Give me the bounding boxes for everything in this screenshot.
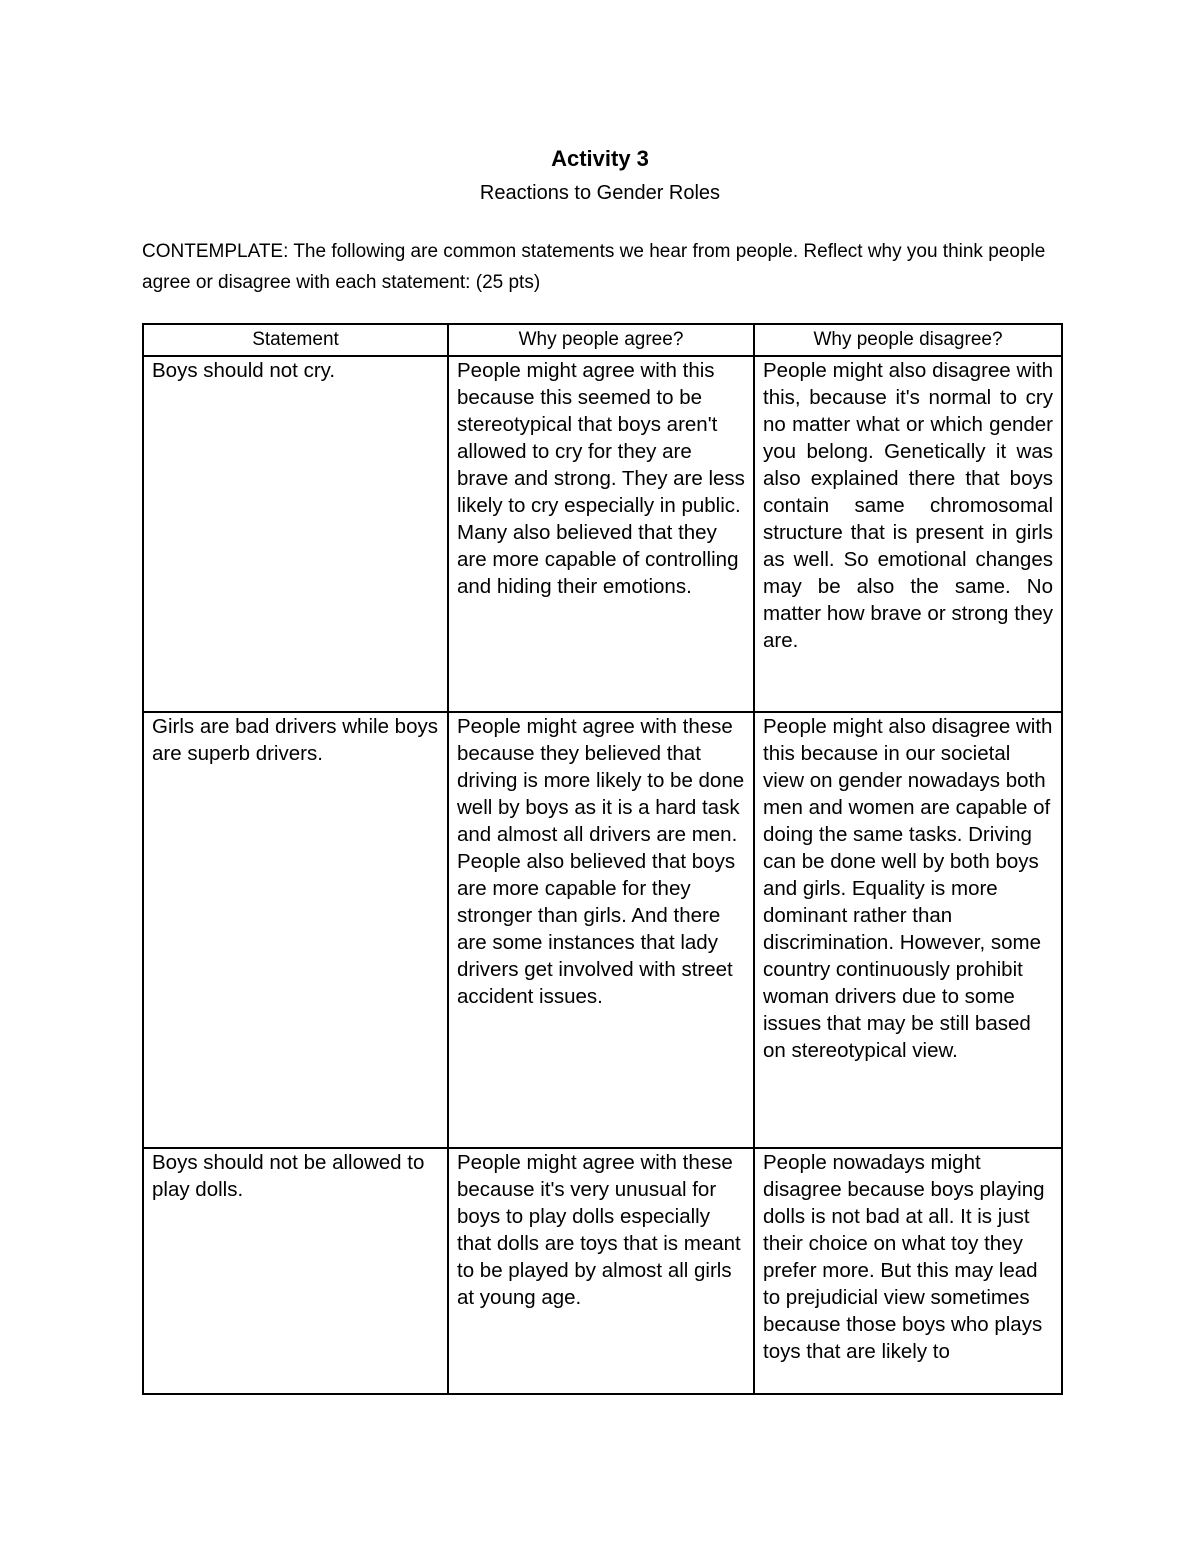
instructions: CONTEMPLATE: The following are common statements we hear from people. Reflect why you think people agree or disagree with each statement: (25 pts) — [142, 241, 1046, 293]
agree-cell: People might agree with these because they believed that driving is more likely to be done well by boys as it is a hard task and almost all drivers are men. People also believed that boys are more capable for they stronger than girls. And there are some instances that lady drivers get involved with street accident issues. — [448, 712, 754, 1148]
disagree-cell: People might also disagree with this because in our societal view on gender nowadays both men and women are capable of doing the same tasks. Driving can be done well by both boys and girls. Equality is more dominant rather than discrimination. However, some country continuously prohibit woman drivers due to some issues that may be still based on stereotypical view. — [754, 712, 1062, 1148]
disagree-cell: People nowadays might disagree because boys playing dolls is not bad at all. It is just their choice on what toy they prefer more. But this may lead to prejudicial view sometimes because those boys who plays toys that are likely to — [754, 1148, 1062, 1394]
statement-cell: Boys should not be allowed to play dolls. — [143, 1148, 448, 1394]
reactions-table — [142, 323, 1063, 1395]
table-row — [143, 356, 1062, 712]
statement-cell: Boys should not cry. — [143, 356, 448, 712]
disagree-cell: People might also disagree with this, because it's normal to cry no matter what or which gender you belong. Genetically it was also explained there that boys contain same chromosomal structure that is present in girls as well. So emotional changes may be also the same. No matter how brave or strong they are. — [754, 356, 1062, 712]
header-statement: Statement — [143, 324, 448, 356]
agree-cell: People might agree with this because this seemed to be stereotypical that boys aren't allowed to cry for they are brave and strong. They are less likely to cry especially in public. Many also believed that they are more capable of controlling and hiding their emotions. — [448, 356, 754, 712]
table-header-row — [143, 324, 1062, 356]
page-title: Activity 3 — [551, 146, 649, 171]
table-row — [143, 712, 1062, 1148]
table-row — [143, 1148, 1062, 1394]
agree-cell: People might agree with these because it's very unusual for boys to play dolls especially that dolls are toys that is meant to be played by almost all girls at young age. — [448, 1148, 754, 1394]
statement-cell: Girls are bad drivers while boys are superb drivers. — [143, 712, 448, 1148]
header-why-agree: Why people agree? — [448, 324, 754, 356]
page-subtitle: Reactions to Gender Roles — [479, 182, 721, 204]
header-why-disagree: Why people disagree? — [754, 324, 1062, 356]
